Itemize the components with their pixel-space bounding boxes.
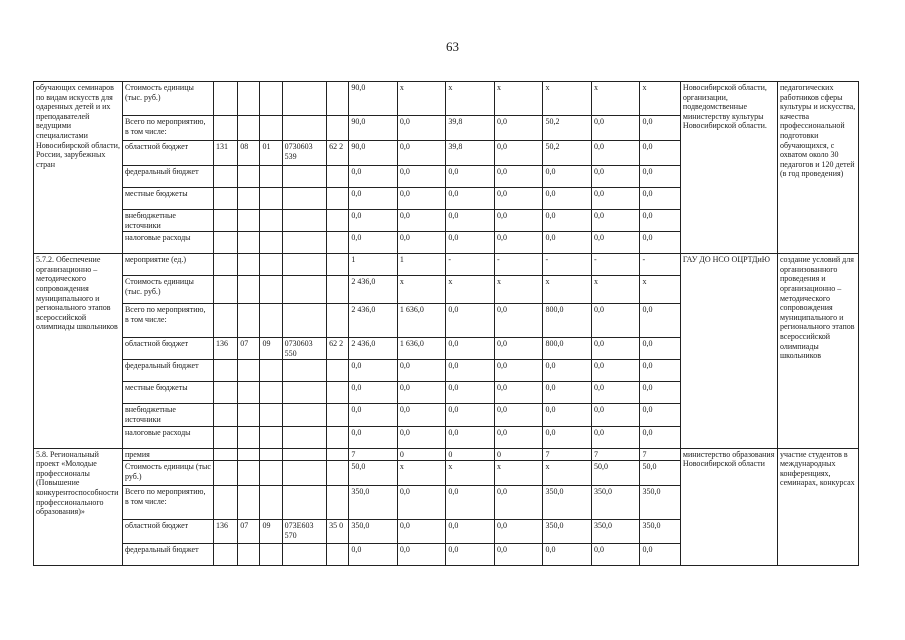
year6-value-cell: x: [640, 82, 680, 116]
activity-name-cell: 5.7.2. Обеспечение организационно – методического сопровождения муниципального и регионального этапов всероссийской олимпиады школьников: [34, 254, 123, 448]
year2-value-cell: 0,0: [446, 210, 495, 232]
section-code-cell: [238, 166, 260, 188]
year1-value-cell: 0,0: [397, 166, 446, 188]
section-code-cell: [238, 486, 260, 520]
gov-code-cell: [213, 486, 237, 520]
gov-code-cell: [213, 254, 237, 276]
total-value-cell: 2 436,0: [349, 276, 398, 304]
gov-code-cell: [213, 166, 237, 188]
year1-value-cell: 0,0: [397, 232, 446, 254]
executor-cell: ГАУ ДО НСО ОЦРТДиЮ: [680, 254, 777, 448]
section-code-cell: [238, 276, 260, 304]
expected-result-cell: участие студентов в международных конференциях, семинарах, конкурсах: [777, 448, 858, 566]
indicator-label-cell: Всего по мероприятию, в том числе:: [122, 486, 213, 520]
year1-value-cell: 1 636,0: [397, 304, 446, 338]
total-value-cell: 90,0: [349, 141, 398, 166]
indicator-label-cell: Всего по мероприятию, в том числе:: [122, 116, 213, 141]
year3-value-cell: 0,0: [494, 426, 543, 448]
year5-value-cell: 0,0: [591, 404, 640, 426]
year2-value-cell: 0,0: [446, 304, 495, 338]
year1-value-cell: 0,0: [397, 210, 446, 232]
year3-value-cell: 0,0: [494, 232, 543, 254]
year2-value-cell: 0,0: [446, 520, 495, 544]
year5-value-cell: 0,0: [591, 210, 640, 232]
year3-value-cell: 0,0: [494, 360, 543, 382]
expense-type-cell: [327, 188, 349, 210]
expected-result-cell: педагогических работников сферы культуры и искусства, качества профессиональной подготовки обучающихся, с охватом около 30 педагогов и 120 детей (в год проведения): [777, 82, 858, 254]
subsection-code-cell: [260, 486, 282, 520]
year2-value-cell: x: [446, 276, 495, 304]
year3-value-cell: 0,0: [494, 338, 543, 360]
year4-value-cell: 0,0: [543, 232, 592, 254]
table-row: [34, 82, 859, 116]
total-value-cell: 350,0: [349, 486, 398, 520]
subsection-code-cell: [260, 232, 282, 254]
target-article-cell: [282, 426, 326, 448]
year4-value-cell: 0,0: [543, 188, 592, 210]
year4-value-cell: 800,0: [543, 338, 592, 360]
indicator-label-cell: областной бюджет: [122, 520, 213, 544]
year2-value-cell: 0,0: [446, 338, 495, 360]
indicator-label-cell: внебюджетные источники: [122, 210, 213, 232]
indicator-label-cell: налоговые расходы: [122, 426, 213, 448]
target-article-cell: [282, 448, 326, 461]
year2-value-cell: x: [446, 461, 495, 486]
expense-type-cell: [327, 426, 349, 448]
gov-code-cell: 136: [213, 520, 237, 544]
year3-value-cell: 0,0: [494, 141, 543, 166]
indicator-label-cell: федеральный бюджет: [122, 166, 213, 188]
gov-code-cell: [213, 82, 237, 116]
year3-value-cell: 0,0: [494, 544, 543, 566]
total-value-cell: 90,0: [349, 82, 398, 116]
year2-value-cell: 0,0: [446, 426, 495, 448]
expense-type-cell: [327, 404, 349, 426]
total-value-cell: 350,0: [349, 520, 398, 544]
section-code-cell: [238, 461, 260, 486]
page-number: 63: [446, 39, 459, 54]
activity-name-cell: 5.8. Региональный проект «Молодые профессионалы (Повышение конкурентоспособности профессионального образования)»: [34, 448, 123, 566]
year5-value-cell: 350,0: [591, 520, 640, 544]
year1-value-cell: 0,0: [397, 360, 446, 382]
expense-type-cell: [327, 166, 349, 188]
year2-value-cell: 0: [446, 448, 495, 461]
year6-value-cell: 0,0: [640, 166, 680, 188]
indicator-label-cell: мероприятие (ед.): [122, 254, 213, 276]
subsection-code-cell: 09: [260, 338, 282, 360]
year3-value-cell: 0,0: [494, 188, 543, 210]
total-value-cell: 1: [349, 254, 398, 276]
subsection-code-cell: [260, 276, 282, 304]
year1-value-cell: 0,0: [397, 520, 446, 544]
target-article-cell: [282, 166, 326, 188]
gov-code-cell: [213, 116, 237, 141]
target-article-cell: [282, 116, 326, 141]
expense-type-cell: [327, 544, 349, 566]
total-value-cell: 50,0: [349, 461, 398, 486]
year4-value-cell: 0,0: [543, 544, 592, 566]
year1-value-cell: x: [397, 82, 446, 116]
target-article-cell: [282, 360, 326, 382]
year4-value-cell: 7: [543, 448, 592, 461]
indicator-label-cell: Стоимость единицы (тыс. руб.): [122, 276, 213, 304]
year1-value-cell: 0,0: [397, 544, 446, 566]
year1-value-cell: x: [397, 461, 446, 486]
target-article-cell: [282, 188, 326, 210]
section-code-cell: 08: [238, 141, 260, 166]
gov-code-cell: [213, 188, 237, 210]
indicator-label-cell: Стоимость единицы (тыс. руб.): [122, 82, 213, 116]
year4-value-cell: 800,0: [543, 304, 592, 338]
section-code-cell: [238, 254, 260, 276]
gov-code-cell: [213, 448, 237, 461]
indicator-label-cell: областной бюджет: [122, 338, 213, 360]
section-code-cell: [238, 544, 260, 566]
target-article-cell: 0730603 539: [282, 141, 326, 166]
expense-type-cell: [327, 254, 349, 276]
year6-value-cell: 0,0: [640, 382, 680, 404]
year5-value-cell: 0,0: [591, 338, 640, 360]
year1-value-cell: 1 636,0: [397, 338, 446, 360]
year5-value-cell: 0,0: [591, 188, 640, 210]
total-value-cell: 0,0: [349, 166, 398, 188]
indicator-label-cell: Стоимость единицы (тыс руб.): [122, 461, 213, 486]
expense-type-cell: [327, 276, 349, 304]
gov-code-cell: 131: [213, 141, 237, 166]
expense-type-cell: [327, 360, 349, 382]
year5-value-cell: 0,0: [591, 141, 640, 166]
total-value-cell: 0,0: [349, 426, 398, 448]
year6-value-cell: 0,0: [640, 360, 680, 382]
subsection-code-cell: [260, 82, 282, 116]
year3-value-cell: x: [494, 461, 543, 486]
total-value-cell: 0,0: [349, 382, 398, 404]
total-value-cell: 0,0: [349, 360, 398, 382]
indicator-label-cell: внебюджетные источники: [122, 404, 213, 426]
total-value-cell: 2 436,0: [349, 304, 398, 338]
section-code-cell: [238, 404, 260, 426]
year4-value-cell: 50,2: [543, 141, 592, 166]
gov-code-cell: [213, 210, 237, 232]
gov-code-cell: [213, 232, 237, 254]
section-code-cell: 07: [238, 338, 260, 360]
expense-type-cell: 35 0: [327, 520, 349, 544]
year6-value-cell: 0,0: [640, 304, 680, 338]
section-code-cell: [238, 82, 260, 116]
year4-value-cell: -: [543, 254, 592, 276]
year4-value-cell: 0,0: [543, 382, 592, 404]
expense-type-cell: [327, 382, 349, 404]
year2-value-cell: 39,8: [446, 141, 495, 166]
subsection-code-cell: [260, 448, 282, 461]
expense-type-cell: [327, 304, 349, 338]
year2-value-cell: 0,0: [446, 360, 495, 382]
year2-value-cell: x: [446, 82, 495, 116]
gov-code-cell: [213, 461, 237, 486]
year6-value-cell: 0,0: [640, 188, 680, 210]
year3-value-cell: 0,0: [494, 486, 543, 520]
gov-code-cell: [213, 360, 237, 382]
expense-type-cell: [327, 448, 349, 461]
year5-value-cell: 0,0: [591, 360, 640, 382]
subsection-code-cell: [260, 188, 282, 210]
year5-value-cell: 0,0: [591, 166, 640, 188]
total-value-cell: 0,0: [349, 404, 398, 426]
indicator-label-cell: премия: [122, 448, 213, 461]
executor-cell: министерство образования Новосибирской области: [680, 448, 777, 566]
year4-value-cell: x: [543, 461, 592, 486]
target-article-cell: [282, 232, 326, 254]
year3-value-cell: 0,0: [494, 304, 543, 338]
year6-value-cell: 0,0: [640, 141, 680, 166]
target-article-cell: [282, 82, 326, 116]
year4-value-cell: x: [543, 276, 592, 304]
year5-value-cell: 0,0: [591, 304, 640, 338]
year6-value-cell: 0,0: [640, 544, 680, 566]
year1-value-cell: 0,0: [397, 141, 446, 166]
program-table: [33, 81, 859, 566]
year1-value-cell: 0,0: [397, 404, 446, 426]
total-value-cell: 2 436,0: [349, 338, 398, 360]
expense-type-cell: 62 2: [327, 338, 349, 360]
year1-value-cell: 0,0: [397, 486, 446, 520]
year5-value-cell: x: [591, 276, 640, 304]
year5-value-cell: x: [591, 82, 640, 116]
gov-code-cell: [213, 544, 237, 566]
target-article-cell: 073E603 570: [282, 520, 326, 544]
expected-result-cell: создание условий для организованного проведения и организационно – методического сопровождения муниципального и регионального этапов всероссийской олимпиады школьников: [777, 254, 858, 448]
section-code-cell: [238, 116, 260, 141]
expense-type-cell: [327, 82, 349, 116]
target-article-cell: [282, 544, 326, 566]
table-row: [34, 254, 859, 276]
indicator-label-cell: федеральный бюджет: [122, 360, 213, 382]
subsection-code-cell: [260, 254, 282, 276]
total-value-cell: 0,0: [349, 210, 398, 232]
subsection-code-cell: [260, 382, 282, 404]
gov-code-cell: [213, 276, 237, 304]
indicator-label-cell: налоговые расходы: [122, 232, 213, 254]
year4-value-cell: 0,0: [543, 404, 592, 426]
year4-value-cell: 350,0: [543, 486, 592, 520]
subsection-code-cell: [260, 360, 282, 382]
total-value-cell: 0,0: [349, 232, 398, 254]
indicator-label-cell: местные бюджеты: [122, 188, 213, 210]
year5-value-cell: 0,0: [591, 232, 640, 254]
year3-value-cell: 0,0: [494, 166, 543, 188]
section-code-cell: 07: [238, 520, 260, 544]
subsection-code-cell: [260, 166, 282, 188]
year4-value-cell: 350,0: [543, 520, 592, 544]
expense-type-cell: [327, 486, 349, 520]
expense-type-cell: [327, 116, 349, 141]
gov-code-cell: [213, 404, 237, 426]
year1-value-cell: 0,0: [397, 188, 446, 210]
section-code-cell: [238, 448, 260, 461]
gov-code-cell: [213, 382, 237, 404]
year5-value-cell: 7: [591, 448, 640, 461]
section-code-cell: [238, 232, 260, 254]
table-row: [34, 448, 859, 461]
indicator-label-cell: местные бюджеты: [122, 382, 213, 404]
indicator-label-cell: Всего по мероприятию, в том числе:: [122, 304, 213, 338]
expense-type-cell: [327, 210, 349, 232]
indicator-label-cell: областной бюджет: [122, 141, 213, 166]
target-article-cell: [282, 210, 326, 232]
year2-value-cell: 0,0: [446, 486, 495, 520]
total-value-cell: 7: [349, 448, 398, 461]
year3-value-cell: 0,0: [494, 116, 543, 141]
subsection-code-cell: [260, 426, 282, 448]
year4-value-cell: x: [543, 82, 592, 116]
year3-value-cell: 0: [494, 448, 543, 461]
subsection-code-cell: 09: [260, 520, 282, 544]
year4-value-cell: 0,0: [543, 360, 592, 382]
year6-value-cell: 7: [640, 448, 680, 461]
target-article-cell: [282, 486, 326, 520]
section-code-cell: [238, 382, 260, 404]
year6-value-cell: 50,0: [640, 461, 680, 486]
year5-value-cell: 0,0: [591, 382, 640, 404]
activity-name-cell: обучающих семинаров по видам искусств для одаренных детей и их преподавателей ведущими специалистами Новосибирской области, России, зарубежных стран: [34, 82, 123, 254]
year6-value-cell: 0,0: [640, 338, 680, 360]
year1-value-cell: 0,0: [397, 116, 446, 141]
year1-value-cell: x: [397, 276, 446, 304]
year6-value-cell: -: [640, 254, 680, 276]
expense-type-cell: [327, 461, 349, 486]
target-article-cell: [282, 404, 326, 426]
year2-value-cell: 0,0: [446, 166, 495, 188]
year5-value-cell: 0,0: [591, 426, 640, 448]
subsection-code-cell: [260, 116, 282, 141]
section-code-cell: [238, 188, 260, 210]
year4-value-cell: 50,2: [543, 116, 592, 141]
section-code-cell: [238, 360, 260, 382]
target-article-cell: [282, 304, 326, 338]
target-article-cell: [282, 254, 326, 276]
year6-value-cell: x: [640, 276, 680, 304]
year6-value-cell: 350,0: [640, 486, 680, 520]
subsection-code-cell: [260, 304, 282, 338]
expense-type-cell: [327, 232, 349, 254]
target-article-cell: 0730603 550: [282, 338, 326, 360]
year6-value-cell: 0,0: [640, 426, 680, 448]
year2-value-cell: 0,0: [446, 404, 495, 426]
executor-cell: Новосибирской области, организации, подведомственные министерству культуры Новосибирской области.: [680, 82, 777, 254]
year6-value-cell: 0,0: [640, 404, 680, 426]
year2-value-cell: 0,0: [446, 382, 495, 404]
section-code-cell: [238, 304, 260, 338]
year2-value-cell: -: [446, 254, 495, 276]
year3-value-cell: 0,0: [494, 404, 543, 426]
year1-value-cell: 1: [397, 254, 446, 276]
year5-value-cell: 350,0: [591, 486, 640, 520]
subsection-code-cell: [260, 210, 282, 232]
year3-value-cell: 0,0: [494, 520, 543, 544]
subsection-code-cell: [260, 461, 282, 486]
year3-value-cell: x: [494, 276, 543, 304]
indicator-label-cell: федеральный бюджет: [122, 544, 213, 566]
subsection-code-cell: [260, 544, 282, 566]
target-article-cell: [282, 276, 326, 304]
subsection-code-cell: 01: [260, 141, 282, 166]
year4-value-cell: 0,0: [543, 426, 592, 448]
year2-value-cell: 0,0: [446, 232, 495, 254]
year6-value-cell: 0,0: [640, 116, 680, 141]
year3-value-cell: 0,0: [494, 382, 543, 404]
year5-value-cell: 0,0: [591, 544, 640, 566]
section-code-cell: [238, 210, 260, 232]
year4-value-cell: 0,0: [543, 166, 592, 188]
year4-value-cell: 0,0: [543, 210, 592, 232]
year5-value-cell: 0,0: [591, 116, 640, 141]
total-value-cell: 0,0: [349, 544, 398, 566]
year1-value-cell: 0,0: [397, 382, 446, 404]
section-code-cell: [238, 426, 260, 448]
year1-value-cell: 0: [397, 448, 446, 461]
target-article-cell: [282, 461, 326, 486]
year3-value-cell: -: [494, 254, 543, 276]
year3-value-cell: x: [494, 82, 543, 116]
year2-value-cell: 0,0: [446, 544, 495, 566]
year1-value-cell: 0,0: [397, 426, 446, 448]
gov-code-cell: [213, 426, 237, 448]
year6-value-cell: 350,0: [640, 520, 680, 544]
subsection-code-cell: [260, 404, 282, 426]
year5-value-cell: -: [591, 254, 640, 276]
year5-value-cell: 50,0: [591, 461, 640, 486]
total-value-cell: 0,0: [349, 188, 398, 210]
year3-value-cell: 0,0: [494, 210, 543, 232]
year2-value-cell: 0,0: [446, 188, 495, 210]
year6-value-cell: 0,0: [640, 232, 680, 254]
gov-code-cell: [213, 304, 237, 338]
total-value-cell: 90,0: [349, 116, 398, 141]
expense-type-cell: 62 2: [327, 141, 349, 166]
year6-value-cell: 0,0: [640, 210, 680, 232]
year2-value-cell: 39,8: [446, 116, 495, 141]
gov-code-cell: 136: [213, 338, 237, 360]
target-article-cell: [282, 382, 326, 404]
